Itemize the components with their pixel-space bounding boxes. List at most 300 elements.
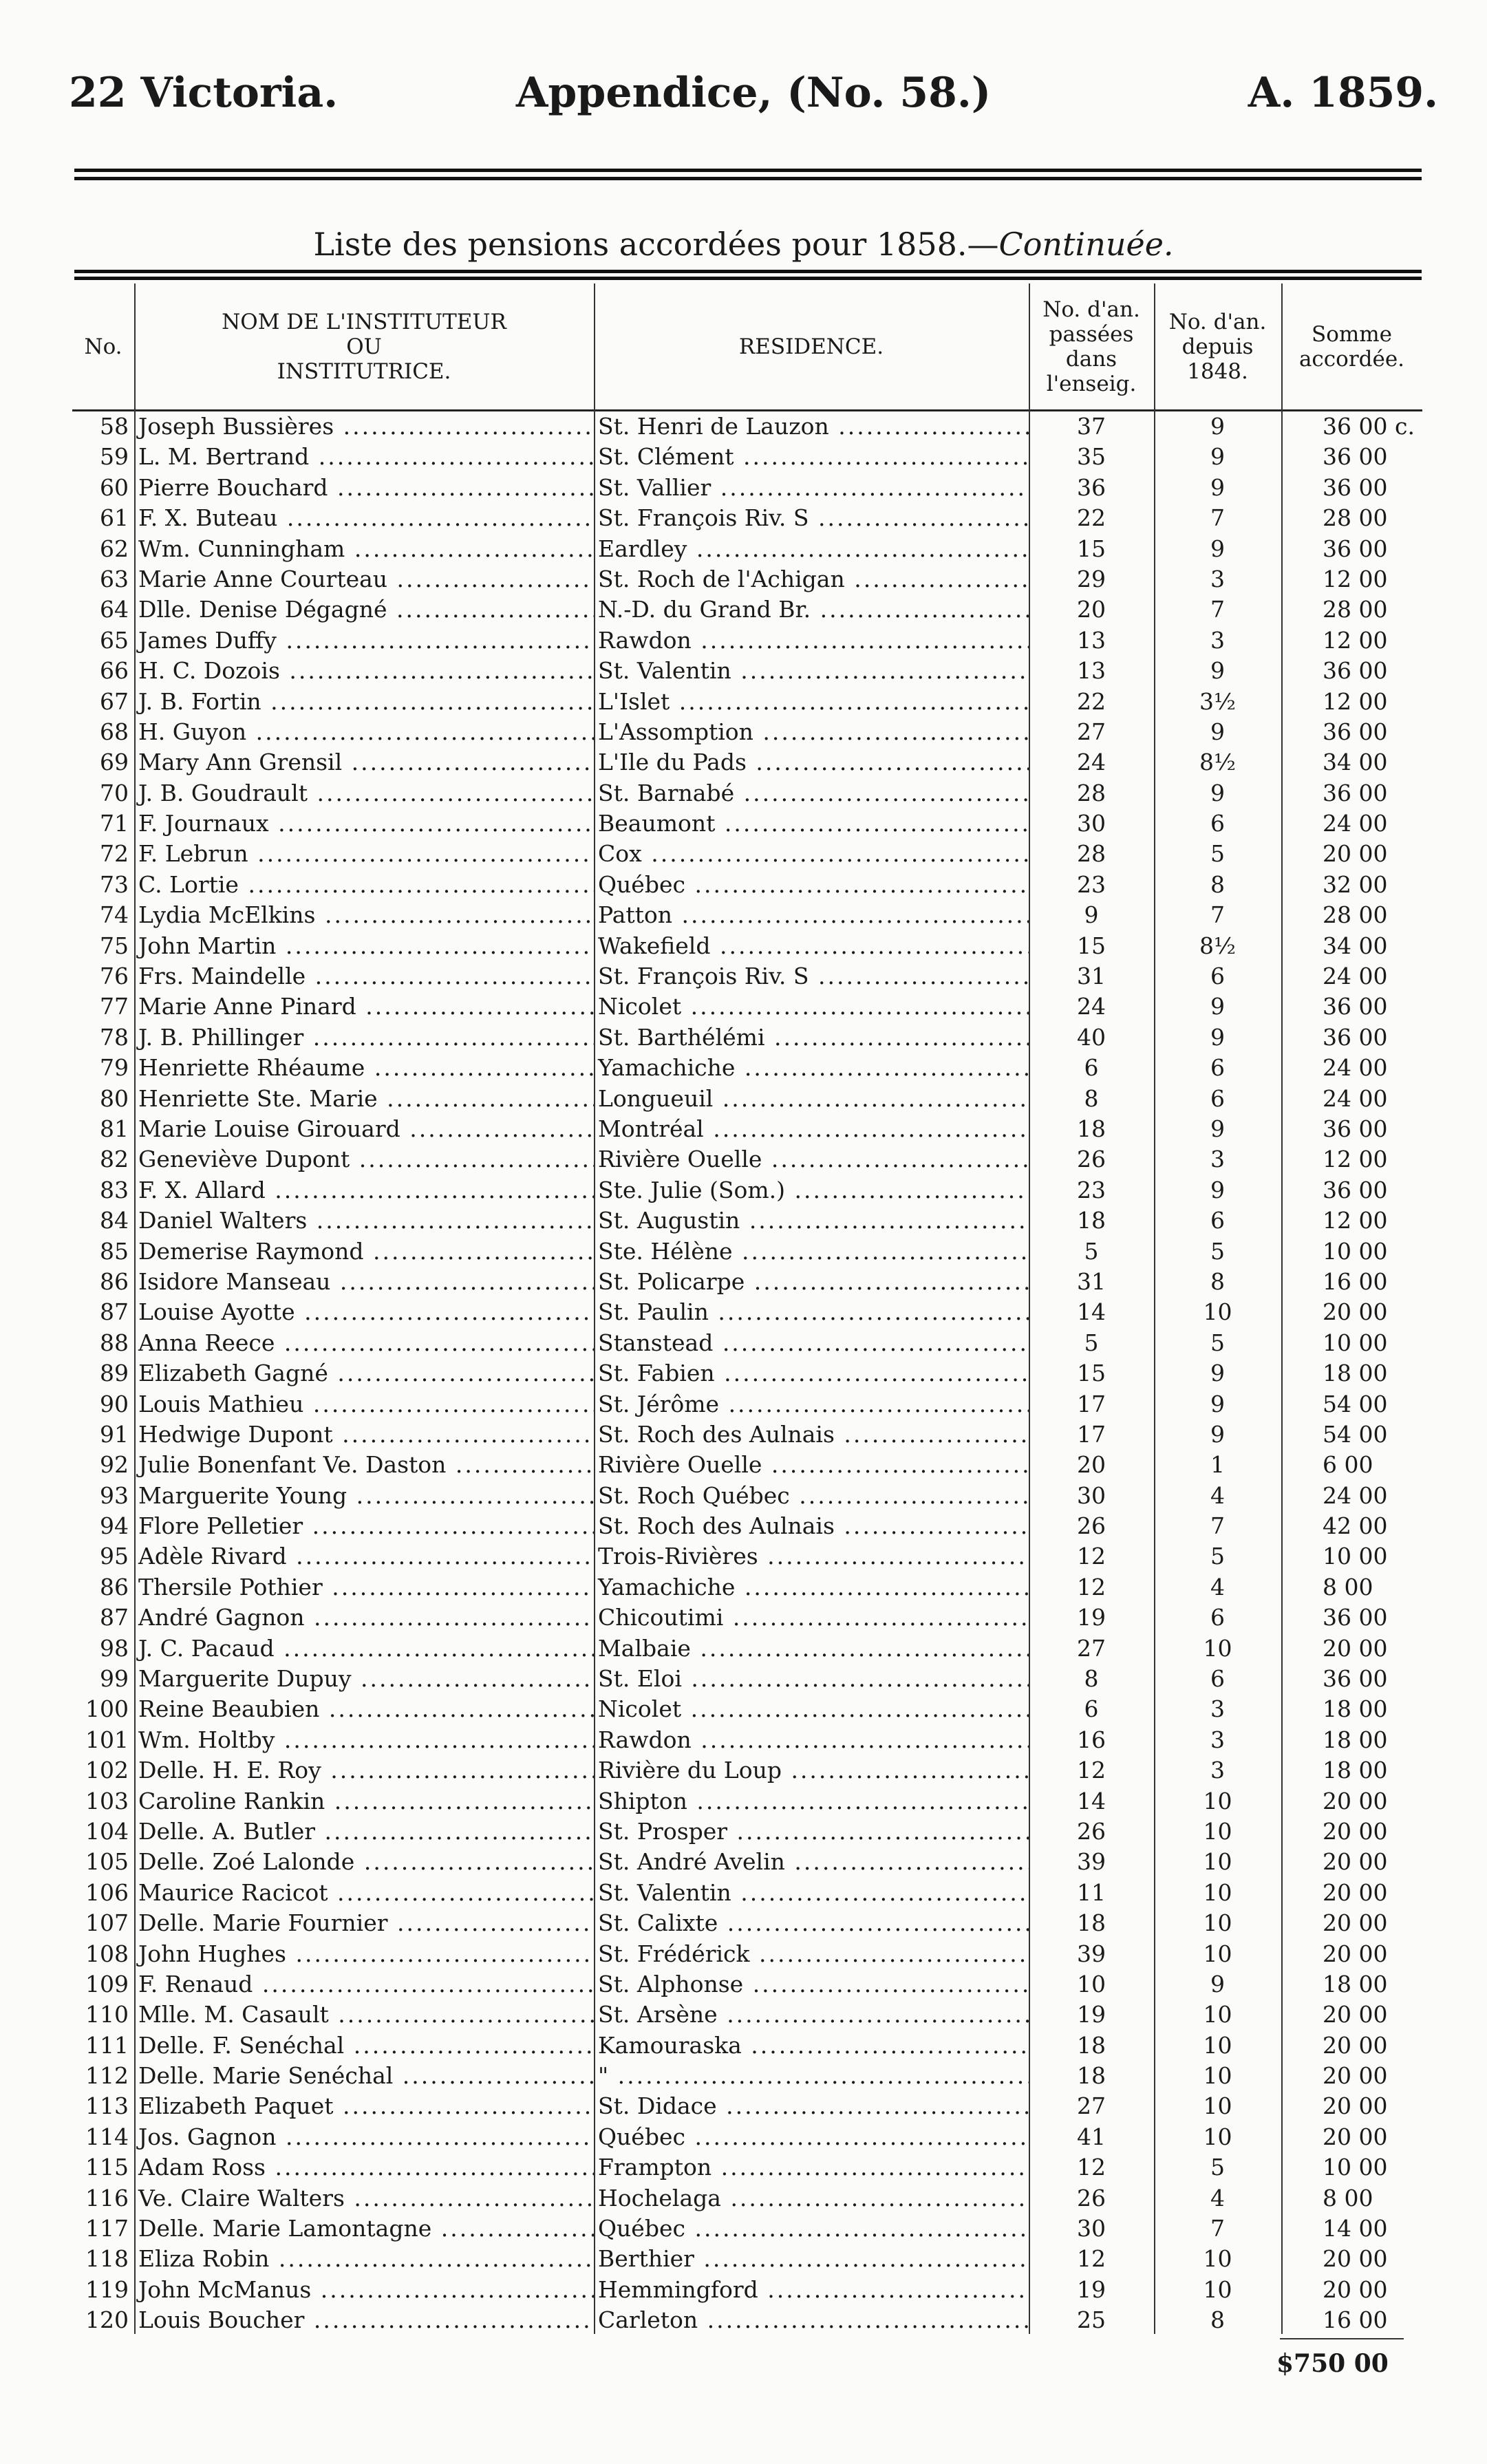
years-teaching: 15	[1077, 535, 1106, 562]
teacher-name: John Martin .....	[134, 931, 594, 961]
pension-amount: 12 00	[1323, 1146, 1388, 1173]
table-row	[72, 594, 1422, 625]
residence: Québec .....	[594, 2122, 1029, 2152]
row-number: 70	[100, 779, 129, 806]
table-row	[72, 1420, 1422, 1450]
teacher-name: Wm. Holtby .....	[134, 1725, 594, 1755]
table-row	[72, 1664, 1422, 1694]
table-row	[72, 1267, 1422, 1297]
years-since-1848: 9	[1210, 1420, 1225, 1448]
row-number: 63	[100, 565, 129, 592]
row-number: 85	[100, 1237, 129, 1265]
pension-amount: 36 00	[1323, 1665, 1388, 1693]
years-teaching: 26	[1077, 1512, 1106, 1540]
years-teaching: 18	[1077, 1909, 1106, 1937]
table-row	[72, 1847, 1422, 1877]
years-since-1848: 9	[1210, 993, 1225, 1020]
years-teaching: 35	[1077, 443, 1106, 471]
teacher-name: H. C. Dozois .....	[134, 656, 594, 686]
header-years-teaching: No. d'an. passées dans l'enseig.	[1042, 297, 1140, 396]
teacher-name: Frs. Maindelle .....	[134, 961, 594, 992]
pension-amount: 54 00	[1323, 1420, 1388, 1448]
years-teaching: 16	[1077, 1726, 1106, 1753]
residence: St. Policarpe .....	[594, 1267, 1029, 1297]
table-row	[72, 839, 1422, 869]
residence: Carleton .....	[594, 2305, 1029, 2335]
years-since-1848: 4	[1210, 2184, 1225, 2211]
years-since-1848: 10	[1203, 1848, 1232, 1876]
years-since-1848: 6	[1210, 810, 1225, 837]
header-appendix: Appendice, (No. 58.)	[515, 69, 992, 117]
pension-amount: 8 00	[1323, 1573, 1373, 1600]
teacher-name: F. X. Buteau .....	[134, 503, 594, 533]
table-row	[72, 2214, 1422, 2244]
years-since-1848: 9	[1210, 1970, 1225, 1997]
residence: L'Ile du Pads .....	[594, 747, 1029, 778]
years-teaching: 14	[1077, 1298, 1106, 1326]
column-divider	[1281, 283, 1283, 2334]
years-since-1848: 7	[1210, 504, 1225, 532]
header-rule-top	[74, 169, 1422, 172]
years-teaching: 26	[1077, 1817, 1106, 1845]
years-teaching: 13	[1077, 657, 1106, 685]
teacher-name: Jos. Gagnon .....	[134, 2122, 594, 2152]
row-number: 111	[85, 2031, 129, 2059]
row-number: 106	[85, 1878, 129, 1906]
row-number: 77	[100, 993, 129, 1020]
table-row	[72, 2275, 1422, 2305]
row-number: 86	[100, 1573, 129, 1600]
residence: St. Arsène .....	[594, 2000, 1029, 2030]
years-since-1848: 6	[1210, 1207, 1225, 1234]
row-number: 81	[100, 1115, 129, 1142]
pension-amount: 14 00	[1323, 2215, 1388, 2242]
teacher-name: Isidore Manseau .....	[134, 1267, 594, 1297]
residence: Malbaie .....	[594, 1633, 1029, 1664]
pension-table	[72, 283, 1422, 2336]
pension-amount: 36 00	[1323, 473, 1388, 501]
years-teaching: 25	[1077, 2306, 1106, 2334]
table-row	[72, 687, 1422, 717]
row-number: 113	[85, 2092, 129, 2120]
residence: St. Roch de l'Achigan .....	[594, 564, 1029, 594]
row-number: 87	[100, 1298, 129, 1326]
pension-amount: 36 00	[1323, 1176, 1388, 1203]
years-since-1848: 10	[1203, 1940, 1232, 1967]
years-since-1848: 8	[1210, 870, 1225, 898]
pension-amount: 28 00	[1323, 596, 1388, 623]
pension-amount: 28 00	[1323, 901, 1388, 929]
teacher-name: André Gagnon .....	[134, 1603, 594, 1633]
pension-amount: 36 00	[1323, 1115, 1388, 1142]
row-number: 71	[100, 810, 129, 837]
years-teaching: 11	[1077, 1878, 1106, 1906]
teacher-name: Marguerite Young .....	[134, 1481, 594, 1511]
pension-amount: 42 00	[1323, 1512, 1388, 1540]
row-number: 87	[100, 1604, 129, 1631]
pension-amount: 20 00	[1323, 2001, 1388, 2028]
pension-amount: 36 00	[1323, 718, 1388, 745]
pension-amount: 10 00	[1323, 1237, 1388, 1265]
years-teaching: 24	[1077, 749, 1106, 776]
row-number: 84	[100, 1207, 129, 1234]
teacher-name: F. Journaux .....	[134, 808, 594, 839]
residence: Nicolet .....	[594, 1694, 1029, 1724]
pension-amount: 20 00	[1323, 1817, 1388, 1845]
residence: St. Vallier .....	[594, 473, 1029, 503]
table-row	[72, 411, 1422, 442]
years-since-1848: 6	[1210, 1084, 1225, 1112]
years-teaching: 23	[1077, 1176, 1106, 1203]
pension-amount: 24 00	[1323, 1481, 1388, 1509]
row-number: 76	[100, 963, 129, 990]
table-row	[72, 1084, 1422, 1114]
years-since-1848: 9	[1210, 1176, 1225, 1203]
years-since-1848: 10	[1203, 1878, 1232, 1906]
residence: St. Prosper .....	[594, 1817, 1029, 1847]
row-number: 93	[100, 1481, 129, 1509]
pension-amount: 34 00	[1323, 749, 1388, 776]
teacher-name: Henriette Ste. Marie .....	[134, 1084, 594, 1114]
table-row	[72, 2244, 1422, 2274]
years-teaching: 20	[1077, 596, 1106, 623]
table-row	[72, 2031, 1422, 2061]
years-teaching: 37	[1077, 413, 1106, 440]
years-since-1848: 3	[1210, 1146, 1225, 1173]
pension-amount: 20 00	[1323, 1787, 1388, 1814]
teacher-name: J. B. Fortin .....	[134, 687, 594, 717]
pension-amount: 54 00	[1323, 1390, 1388, 1417]
years-since-1848: 8	[1210, 2306, 1225, 2334]
pension-amount: 18 00	[1323, 1360, 1388, 1387]
column-divider	[1029, 283, 1030, 2334]
table-row	[72, 1053, 1422, 1083]
years-teaching: 27	[1077, 718, 1106, 745]
years-since-1848: 9	[1210, 1360, 1225, 1387]
years-since-1848: 6	[1210, 963, 1225, 990]
table-row	[72, 1175, 1422, 1206]
table-row	[72, 1969, 1422, 2000]
row-number: 65	[100, 626, 129, 654]
table-row	[72, 656, 1422, 686]
years-since-1848: 10	[1203, 2123, 1232, 2150]
pension-amount: 8 00	[1323, 2184, 1373, 2211]
teacher-name: Lydia McElkins .....	[134, 900, 594, 930]
years-teaching: 36	[1077, 473, 1106, 501]
residence: Ste. Julie (Som.) .....	[594, 1175, 1029, 1206]
residence: Rawdon .....	[594, 1725, 1029, 1755]
teacher-name: Adèle Rivard .....	[134, 1541, 594, 1572]
years-teaching: 27	[1077, 2092, 1106, 2120]
table-body	[72, 411, 1422, 2336]
header-residence: RESIDENCE.	[738, 334, 884, 359]
pension-amount: 28 00	[1323, 504, 1388, 532]
residence: St. Fabien .....	[594, 1358, 1029, 1389]
row-number: 105	[85, 1848, 129, 1876]
pension-amount: 16 00	[1323, 1267, 1388, 1295]
residence: Beaumont .....	[594, 808, 1029, 839]
total-rule	[1280, 2338, 1404, 2339]
table-row	[72, 717, 1422, 747]
table-row	[72, 2183, 1422, 2214]
teacher-name: Delle. H. E. Roy .....	[134, 1755, 594, 1786]
residence: Rivière du Loup .....	[594, 1755, 1029, 1786]
page-header	[69, 65, 1438, 120]
table-row	[72, 1114, 1422, 1144]
residence: Hemmingford .....	[594, 2275, 1029, 2305]
pension-amount: 24 00	[1323, 1054, 1388, 1082]
table-row	[72, 1022, 1422, 1053]
table-row	[72, 1817, 1422, 1847]
residence: St. Eloi .....	[594, 1664, 1029, 1694]
years-teaching: 12	[1077, 1757, 1106, 1784]
pension-amount: 20 00	[1323, 1878, 1388, 1906]
teacher-name: Mlle. M. Casault .....	[134, 2000, 594, 2030]
header-year: A. 1859.	[1248, 69, 1438, 117]
years-teaching: 18	[1077, 1115, 1106, 1142]
teacher-name: F. X. Allard .....	[134, 1175, 594, 1206]
table-title-continued: Continuée.	[998, 226, 1174, 263]
table-row	[72, 2000, 1422, 2030]
years-since-1848: 10	[1203, 2245, 1232, 2273]
years-since-1848: 10	[1203, 1817, 1232, 1845]
residence: L'Assomption .....	[594, 717, 1029, 747]
pension-amount: 10 00	[1323, 1329, 1388, 1356]
residence: St. Calixte .....	[594, 1908, 1029, 1938]
table-title	[0, 220, 1487, 268]
row-number: 116	[85, 2184, 129, 2211]
years-teaching: 22	[1077, 504, 1106, 532]
years-teaching: 20	[1077, 1451, 1106, 1479]
teacher-name: James Duffy .....	[134, 625, 594, 656]
years-since-1848: 3	[1210, 626, 1225, 654]
row-number: 100	[85, 1695, 129, 1723]
years-since-1848: 10	[1203, 2062, 1232, 2090]
residence: Québec .....	[594, 870, 1029, 900]
table-row	[72, 442, 1422, 472]
years-since-1848: 7	[1210, 901, 1225, 929]
row-number: 64	[100, 596, 129, 623]
teacher-name: J. B. Goudrault .....	[134, 778, 594, 808]
years-teaching: 30	[1077, 810, 1106, 837]
table-row	[72, 625, 1422, 656]
residence: Longueuil .....	[594, 1084, 1029, 1114]
years-since-1848: 10	[1203, 1787, 1232, 1814]
row-number: 102	[85, 1757, 129, 1784]
years-since-1848: 9	[1210, 718, 1225, 745]
table-row	[72, 534, 1422, 564]
residence: St. Valentin .....	[594, 1878, 1029, 1908]
row-number: 114	[85, 2123, 129, 2150]
pension-amount: 12 00	[1323, 687, 1388, 715]
header-rule-bottom	[74, 177, 1422, 180]
table-row	[72, 1481, 1422, 1511]
residence: St. Paulin .....	[594, 1297, 1029, 1327]
pension-amount: 18 00	[1323, 1695, 1388, 1723]
years-since-1848: 5	[1210, 1543, 1225, 1570]
row-number: 61	[100, 504, 129, 532]
pension-amount: 16 00	[1323, 2306, 1388, 2334]
column-divider	[1154, 283, 1155, 2334]
row-number: 108	[85, 1940, 129, 1967]
residence: Berthier .....	[594, 2244, 1029, 2274]
teacher-name: Delle. Marie Lamontagne .....	[134, 2214, 594, 2244]
pension-amount: 36 00	[1323, 657, 1388, 685]
years-teaching: 5	[1084, 1237, 1099, 1265]
teacher-name: John Hughes .....	[134, 1939, 594, 1969]
years-since-1848: 6	[1210, 1604, 1225, 1631]
pension-amount: 20 00	[1323, 1298, 1388, 1326]
years-teaching: 29	[1077, 565, 1106, 592]
years-teaching: 9	[1084, 901, 1099, 929]
residence: " .....	[594, 2061, 1029, 2091]
teacher-name: Marie Louise Girouard .....	[134, 1114, 594, 1144]
row-number: 99	[100, 1665, 129, 1693]
residence: N.-D. du Grand Br. .....	[594, 594, 1029, 625]
teacher-name: Adam Ross .....	[134, 2152, 594, 2183]
years-teaching: 6	[1084, 1695, 1099, 1723]
header-session: 22 Victoria.	[69, 69, 339, 117]
pension-amount: 36 00	[1323, 535, 1388, 562]
years-teaching: 19	[1077, 2001, 1106, 2028]
teacher-name: Thersile Pothier .....	[134, 1572, 594, 1603]
table-row	[72, 1389, 1422, 1420]
pension-amount: 20 00	[1323, 2031, 1388, 2059]
table-row	[72, 1450, 1422, 1480]
years-since-1848: 10	[1203, 2092, 1232, 2120]
teacher-name: Julie Bonenfant Ve. Daston .....	[134, 1450, 594, 1480]
pension-amount: 20 00	[1323, 1848, 1388, 1876]
years-since-1848: 7	[1210, 596, 1225, 623]
row-number: 94	[100, 1512, 129, 1540]
teacher-name: Delle. Marie Senéchal .....	[134, 2061, 594, 2091]
pension-amount: 36 00	[1323, 1604, 1388, 1631]
years-teaching: 18	[1077, 2031, 1106, 2059]
residence: St. Roch Québec .....	[594, 1481, 1029, 1511]
teacher-name: J. C. Pacaud .....	[134, 1633, 594, 1664]
pension-amount: 24 00	[1323, 1084, 1388, 1112]
years-since-1848: 9	[1210, 1115, 1225, 1142]
residence: Québec .....	[594, 2214, 1029, 2244]
table-rule-top	[74, 270, 1422, 273]
pension-amount: 36 00	[1323, 993, 1388, 1020]
residence: St. Jérôme .....	[594, 1389, 1029, 1420]
table-row	[72, 1358, 1422, 1389]
years-since-1848: 8½	[1199, 932, 1236, 959]
pension-amount: 12 00	[1323, 565, 1388, 592]
years-teaching: 12	[1077, 2154, 1106, 2181]
years-since-1848: 1	[1210, 1451, 1225, 1479]
pension-amount: 12 00	[1323, 626, 1388, 654]
years-teaching: 18	[1077, 2062, 1106, 2090]
row-number: 120	[85, 2306, 129, 2334]
teacher-name: Dlle. Denise Dégagné .....	[134, 594, 594, 625]
teacher-name: Geneviève Dupont .....	[134, 1144, 594, 1175]
table-row	[72, 900, 1422, 930]
years-since-1848: 10	[1203, 2275, 1232, 2303]
row-number: 69	[100, 749, 129, 776]
residence: Frampton .....	[594, 2152, 1029, 2183]
years-since-1848: 9	[1210, 473, 1225, 501]
row-number: 72	[100, 840, 129, 868]
residence: Wakefield .....	[594, 931, 1029, 961]
years-since-1848: 3	[1210, 1695, 1225, 1723]
row-number: 95	[100, 1543, 129, 1570]
residence: Rivière Ouelle .....	[594, 1144, 1029, 1175]
table-row	[72, 2091, 1422, 2121]
row-number: 75	[100, 932, 129, 959]
column-divider	[134, 283, 136, 2334]
years-since-1848: 10	[1203, 1634, 1232, 1662]
residence: Chicoutimi .....	[594, 1603, 1029, 1633]
pension-amount: 36 00 c.	[1323, 413, 1415, 440]
teacher-name: F. Renaud .....	[134, 1969, 594, 2000]
residence: L'Islet .....	[594, 687, 1029, 717]
years-teaching: 15	[1077, 932, 1106, 959]
years-teaching: 12	[1077, 1573, 1106, 1600]
table-rule-inner	[74, 277, 1422, 280]
row-number: 79	[100, 1054, 129, 1082]
years-teaching: 31	[1077, 963, 1106, 990]
table-row	[72, 961, 1422, 992]
table-row	[72, 2122, 1422, 2152]
pension-amount: 36 00	[1323, 443, 1388, 471]
table-row	[72, 2061, 1422, 2091]
years-teaching: 8	[1084, 1665, 1099, 1693]
years-teaching: 6	[1084, 1054, 1099, 1082]
years-since-1848: 5	[1210, 2154, 1225, 2181]
years-since-1848: 9	[1210, 1390, 1225, 1417]
residence: Cox .....	[594, 839, 1029, 869]
teacher-name: Delle. Zoé Lalonde .....	[134, 1847, 594, 1877]
table-row	[72, 1236, 1422, 1267]
table-row	[72, 1206, 1422, 1236]
years-teaching: 10	[1077, 1970, 1106, 1997]
pension-amount: 20 00	[1323, 2123, 1388, 2150]
table-row	[72, 931, 1422, 961]
residence: St. Frédérick .....	[594, 1939, 1029, 1969]
years-teaching: 24	[1077, 993, 1106, 1020]
residence: St. Roch des Aulnais .....	[594, 1420, 1029, 1450]
residence: Shipton .....	[594, 1786, 1029, 1817]
years-since-1848: 10	[1203, 1909, 1232, 1937]
years-since-1848: 9	[1210, 779, 1225, 806]
pension-amount: 10 00	[1323, 2154, 1388, 2181]
years-since-1848: 3	[1210, 1757, 1225, 1784]
teacher-name: Anna Reece .....	[134, 1328, 594, 1358]
table-row	[72, 808, 1422, 839]
table-row	[72, 992, 1422, 1022]
row-number: 68	[100, 718, 129, 745]
residence: Hochelaga .....	[594, 2183, 1029, 2214]
teacher-name: Louise Ayotte .....	[134, 1297, 594, 1327]
teacher-name: Flore Pelletier .....	[134, 1511, 594, 1541]
years-teaching: 19	[1077, 1604, 1106, 1631]
pension-amount: 24 00	[1323, 963, 1388, 990]
years-since-1848: 5	[1210, 1329, 1225, 1356]
row-number: 98	[100, 1634, 129, 1662]
row-number: 83	[100, 1176, 129, 1203]
table-row	[72, 1755, 1422, 1786]
years-since-1848: 10	[1203, 2031, 1232, 2059]
row-number: 91	[100, 1420, 129, 1448]
row-number: 60	[100, 473, 129, 501]
pension-amount: 32 00	[1323, 870, 1388, 898]
years-teaching: 30	[1077, 2215, 1106, 2242]
teacher-name: Louis Boucher .....	[134, 2305, 594, 2335]
row-number: 89	[100, 1360, 129, 1387]
pension-amount: 18 00	[1323, 1726, 1388, 1753]
